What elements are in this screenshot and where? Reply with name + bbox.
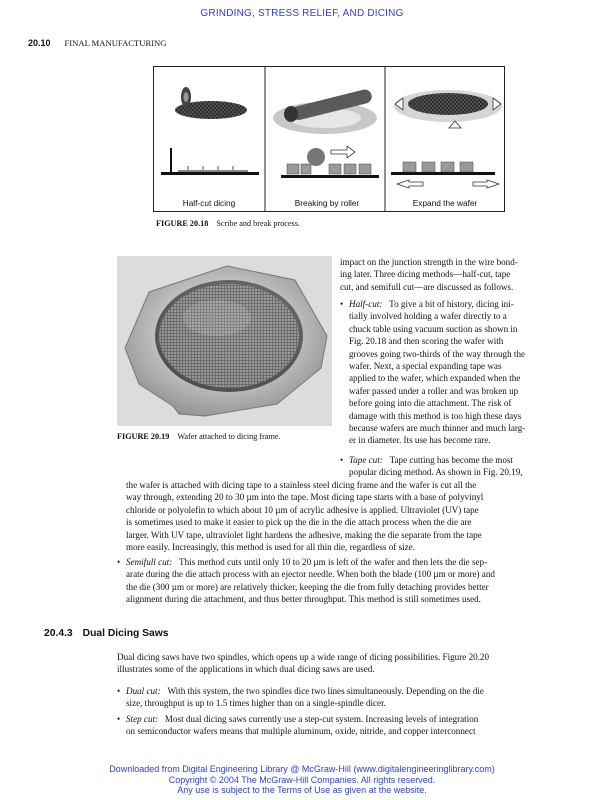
panel-label-breaking-roller: Breaking by roller bbox=[294, 198, 360, 208]
bullet-dual-cut: • Dual cut: With this system, the two spindles dice two lines simultaneously. Depending on the die size, throughput is up to 1.5 times higher than on a single-spindle dicer. bbox=[117, 686, 484, 709]
figure-20-19-wafer-photo bbox=[117, 256, 332, 426]
section-number: 20.4.3 bbox=[44, 628, 73, 639]
running-header bbox=[28, 38, 166, 48]
panel-label-half-cut: Half-cut dicing bbox=[182, 198, 236, 208]
footer-download-link[interactable]: Downloaded from Digital Engineering Library @ McGraw-Hill (www.digitalengineeringlibrary.com) bbox=[109, 764, 495, 774]
bullet-tape-cut-start: • Tape cut: Tape cutting has become the most popular dicing method. As shown in Fig. 20.19, bbox=[340, 455, 523, 478]
bullet-marker: • bbox=[340, 299, 344, 309]
section-paragraph: Dual dicing saws have two spindles, which opens up a wide range of dicing possibilities. Figure 20.20 illustrates some of the applications in which dual dicing saws are used. bbox=[117, 652, 490, 675]
bullet-semifull-cut: • Semifull cut: This method cuts until only 10 to 20 µm is left of the wafer and then lets the die sep- arate during the die attach process with an ejector needle. When both the blade (100 µm or more) and the die (300 µm or more) are relatively thicker, keeping the die from fully detaching provides better alignment during die attachment, and thus better throughput. This method is still sometimes used. bbox=[117, 557, 495, 605]
term-semifull-cut: Semifull cut: bbox=[126, 557, 173, 567]
page-number: 20.10 bbox=[28, 38, 51, 48]
section-heading bbox=[44, 628, 178, 639]
panel-label-expand-wafer: Expand the wafer bbox=[412, 198, 478, 208]
figure-20-18-scribe-break-diagram bbox=[153, 66, 505, 212]
running-title: FINAL MANUFACTURING bbox=[64, 38, 167, 48]
bullet-marker: • bbox=[117, 686, 121, 696]
bullet-half-cut: • Half-cut: To give a bit of history, dicing ini- tially involved holding a wafer directly to a chuck table using vacuum suction as shown in Fig. 20.18 and then scoring the wafer with grooves going two-thirds of the way through the wafer. Next, a special expanding tape was applied to the wafer, which expanded when the wafer passed under a roller and was broken up before going into die attachment. The risk of damage with this method is too high these days because wafers are much thinner and much larg- er in diameter. Its use has become rare. bbox=[340, 299, 526, 446]
term-tape-cut: Tape cut: bbox=[349, 455, 383, 465]
figure-20-18-caption-text: Scribe and break process. bbox=[216, 219, 300, 228]
bullet-step-cut: • Step cut: Most dual dicing saws currently use a step-cut system. Increasing levels of integration on semiconductor wafers means that multiple aluminum, oxide, nitride, and copper interconnect bbox=[117, 714, 479, 737]
footer-terms[interactable]: Any use is subject to the Terms of Use as given at the website. bbox=[177, 785, 427, 796]
footer-copyright: Copyright © 2004 The McGraw-Hill Companies. All rights reserved. bbox=[168, 774, 436, 785]
figure-20-19-number: FIGURE 20.19 bbox=[117, 432, 170, 441]
intro-paragraph: impact on the junction strength in the wire bond- ing later. Three dicing methods—half-cut, tape cut, and semifull cut—are discussed as follows. bbox=[340, 257, 518, 292]
page-banner-title: GRINDING, STRESS RELIEF, AND DICING bbox=[200, 8, 404, 19]
bullet-marker: • bbox=[117, 714, 121, 724]
figure-20-19-caption-text: Wafer attached to dicing frame. bbox=[177, 432, 281, 441]
tape-cut-continuation: the wafer is attached with dicing tape to a stainless steel dicing frame and the wafer is cut all the way through, extending 20 to 30 µm into the tape. Most dicing tape starts with a base of polyvinyl chloride or polyolefin to which about 10 µm of acrylic adhesive is applied. Ultraviolet (UV) tape is sometimes used to make it easier to pick up the die in the die attach process when the die are larger. With UV tape, ultraviolet light hardens the adhesive, making the die separate from the tape more easily. Increasingly, this method is used for all thin die, regardless of size. bbox=[126, 480, 484, 553]
figure-20-19-caption bbox=[117, 432, 281, 441]
term-half-cut: Half-cut: bbox=[349, 299, 383, 309]
figure-20-18-caption bbox=[156, 219, 300, 228]
bullet-marker: • bbox=[117, 557, 121, 567]
figure-20-18-number: FIGURE 20.18 bbox=[156, 219, 209, 228]
section-title: Dual Dicing Saws bbox=[82, 628, 169, 639]
term-step-cut: Step cut: bbox=[126, 714, 159, 724]
bullet-marker: • bbox=[340, 455, 344, 465]
term-dual-cut: Dual cut: bbox=[126, 686, 161, 696]
footer-notice bbox=[0, 764, 604, 796]
